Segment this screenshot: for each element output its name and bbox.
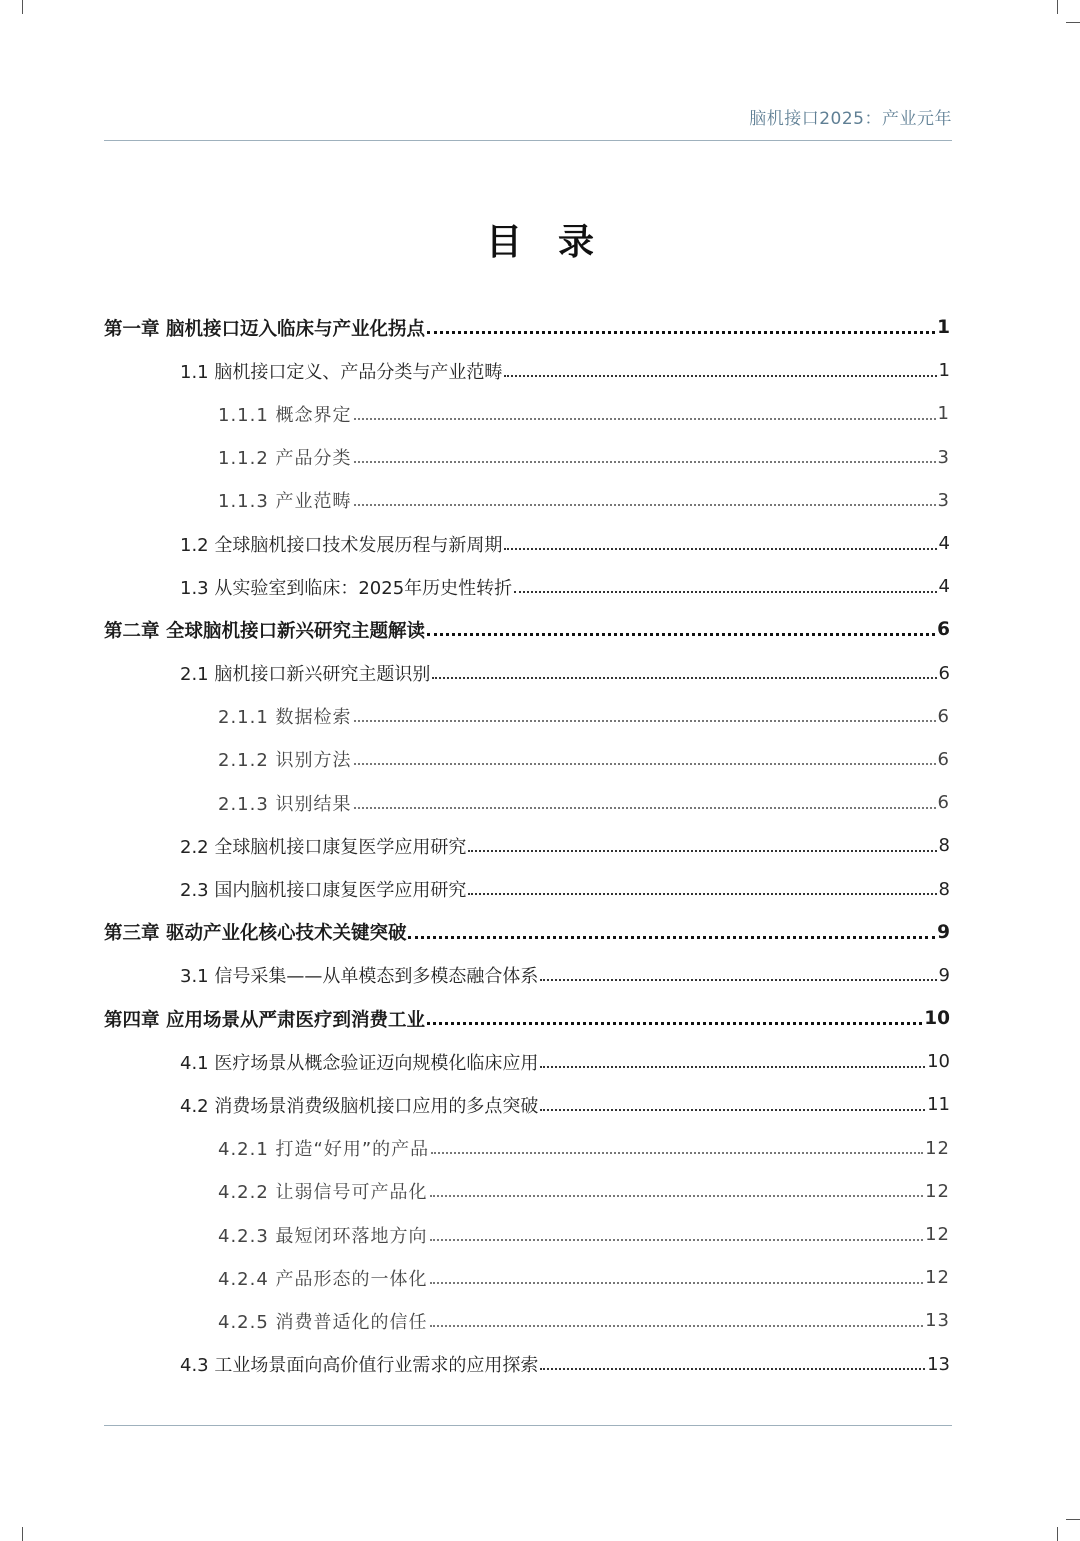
toc-entry-label: 2.1 脑机接口新兴研究主题识别 <box>180 664 431 686</box>
toc-chapter-entry[interactable] <box>104 608 950 651</box>
toc-leader-dots <box>432 677 936 679</box>
toc-subsection-entry[interactable] <box>104 479 950 522</box>
toc-entry-label: 4.2.2 让弱信号可产品化 <box>218 1182 428 1204</box>
toc-section-entry[interactable] <box>104 1083 950 1126</box>
toc-page-number: 8 <box>938 878 950 900</box>
toc-subsection-entry[interactable] <box>104 1127 950 1170</box>
toc-page-number: 13 <box>925 1310 950 1332</box>
toc-entry-label: 第二章 全球脑机接口新兴研究主题解读 <box>104 620 425 642</box>
toc-chapter-entry[interactable] <box>104 911 950 954</box>
toc-leader-dots <box>430 1195 924 1197</box>
crop-mark-top-right <box>1057 0 1058 14</box>
toc-section-entry[interactable] <box>104 1040 950 1083</box>
toc-subsection-entry[interactable] <box>104 738 950 781</box>
toc-subsection-entry[interactable] <box>104 392 950 435</box>
toc-leader-dots <box>504 548 936 550</box>
toc-page-number: 8 <box>938 835 950 857</box>
toc-leader-dots <box>468 893 936 895</box>
toc-leader-dots <box>540 979 936 981</box>
toc-page-number: 10 <box>924 1008 950 1030</box>
toc-subsection-entry[interactable] <box>104 1170 950 1213</box>
table-of-contents <box>104 306 950 1386</box>
toc-page-number: 4 <box>938 533 950 555</box>
toc-leader-dots <box>354 418 936 420</box>
toc-entry-label: 4.2.5 消费普适化的信任 <box>218 1311 428 1333</box>
toc-page-number: 1 <box>938 360 950 382</box>
toc-entry-label: 2.1.2 识别方法 <box>218 750 352 772</box>
toc-page-number: 6 <box>938 662 950 684</box>
toc-leader-dots <box>427 1022 922 1025</box>
toc-leader-dots <box>354 720 936 722</box>
toc-page-number: 12 <box>925 1137 950 1159</box>
toc-page-number: 11 <box>927 1094 950 1116</box>
toc-page-number: 1 <box>937 403 950 425</box>
toc-page-number: 3 <box>937 446 950 468</box>
toc-subsection-entry[interactable] <box>104 436 950 479</box>
toc-leader-dots <box>540 1066 925 1068</box>
toc-section-entry[interactable] <box>104 349 950 392</box>
toc-entry-label: 4.3 工业场景面向高价值行业需求的应用探索 <box>180 1355 539 1377</box>
toc-page-number: 9 <box>938 964 950 986</box>
toc-entry-label: 2.3 国内脑机接口康复医学应用研究 <box>180 880 467 902</box>
running-header: 脑机接口2025：产业元年 <box>749 109 952 129</box>
header-rule <box>104 140 952 141</box>
toc-leader-dots <box>354 461 936 463</box>
crop-mark-top-right-h <box>1066 22 1080 23</box>
toc-entry-label: 1.1.3 产业范畴 <box>218 491 352 513</box>
toc-page-number: 4 <box>938 576 950 598</box>
toc-subsection-entry[interactable] <box>104 781 950 824</box>
toc-section-entry[interactable] <box>104 1343 950 1386</box>
toc-leader-dots <box>504 375 936 377</box>
toc-page-number: 3 <box>937 489 950 511</box>
toc-page-number: 1 <box>937 317 950 339</box>
toc-section-entry[interactable] <box>104 954 950 997</box>
toc-entry-label: 4.2.3 最短闭环落地方向 <box>218 1225 428 1247</box>
toc-page-number: 6 <box>937 705 950 727</box>
toc-entry-label: 1.1 脑机接口定义、产品分类与产业范畴 <box>180 361 503 383</box>
toc-page-number: 6 <box>937 792 950 814</box>
toc-leader-dots <box>430 1325 924 1327</box>
footer-rule <box>104 1425 952 1426</box>
toc-entry-label: 1.1.2 产品分类 <box>218 448 352 470</box>
toc-page-number: 6 <box>937 619 950 641</box>
toc-leader-dots <box>354 763 936 765</box>
toc-leader-dots <box>408 936 935 939</box>
toc-leader-dots <box>468 850 936 852</box>
toc-section-entry[interactable] <box>104 565 950 608</box>
toc-entry-label: 2.2 全球脑机接口康复医学应用研究 <box>180 836 467 858</box>
toc-section-entry[interactable] <box>104 522 950 565</box>
toc-page-number: 6 <box>937 748 950 770</box>
page-title: 目录 <box>485 222 630 263</box>
toc-entry-label: 1.2 全球脑机接口技术发展历程与新周期 <box>180 534 503 556</box>
toc-page-number: 13 <box>927 1353 950 1375</box>
toc-entry-label: 4.1 医疗场景从概念验证迈向规模化临床应用 <box>180 1052 539 1074</box>
toc-page-number: 9 <box>937 921 950 943</box>
toc-entry-label: 第一章 脑机接口迈入临床与产业化拐点 <box>104 318 425 340</box>
toc-leader-dots <box>430 1239 924 1241</box>
toc-leader-dots <box>431 1152 923 1154</box>
crop-mark-top-left <box>22 0 23 14</box>
toc-entry-label: 4.2 消费场景消费级脑机接口应用的多点突破 <box>180 1095 539 1117</box>
toc-page-number: 12 <box>925 1180 950 1202</box>
toc-section-entry[interactable] <box>104 652 950 695</box>
toc-leader-dots <box>430 1282 924 1284</box>
toc-entry-label: 3.1 信号采集——从单模态到多模态融合体系 <box>180 966 539 988</box>
toc-entry-label: 1.3 从实验室到临床：2025年历史性转折 <box>180 577 513 599</box>
toc-leader-dots <box>540 1109 925 1111</box>
toc-page-number: 12 <box>925 1224 950 1246</box>
toc-section-entry[interactable] <box>104 824 950 867</box>
toc-chapter-entry[interactable] <box>104 997 950 1040</box>
toc-page-number: 10 <box>927 1051 950 1073</box>
toc-entry-label: 第三章 驱动产业化核心技术关键突破 <box>104 923 407 945</box>
toc-entry-label: 1.1.1 概念界定 <box>218 404 352 426</box>
toc-entry-label: 4.2.1 打造“好用”的产品 <box>218 1139 430 1161</box>
toc-chapter-entry[interactable] <box>104 306 950 349</box>
toc-leader-dots <box>354 504 936 506</box>
toc-section-entry[interactable] <box>104 867 950 910</box>
toc-subsection-entry[interactable] <box>104 1256 950 1299</box>
toc-leader-dots <box>427 633 935 636</box>
crop-mark-bottom-left <box>22 1527 23 1541</box>
crop-mark-bottom-right <box>1057 1527 1058 1541</box>
crop-mark-bottom-right-h <box>1066 1519 1080 1520</box>
toc-subsection-entry[interactable] <box>104 1299 950 1342</box>
toc-entry-label: 4.2.4 产品形态的一体化 <box>218 1268 428 1290</box>
toc-page-number: 12 <box>925 1267 950 1289</box>
toc-entry-label: 第四章 应用场景从严肃医疗到消费工业 <box>104 1009 425 1031</box>
toc-leader-dots <box>427 331 935 334</box>
toc-entry-label: 2.1.1 数据检索 <box>218 707 352 729</box>
toc-subsection-entry[interactable] <box>104 1213 950 1256</box>
toc-subsection-entry[interactable] <box>104 695 950 738</box>
toc-leader-dots <box>354 807 936 809</box>
toc-entry-label: 2.1.3 识别结果 <box>218 793 352 815</box>
toc-leader-dots <box>540 1368 925 1370</box>
toc-leader-dots <box>514 591 936 593</box>
